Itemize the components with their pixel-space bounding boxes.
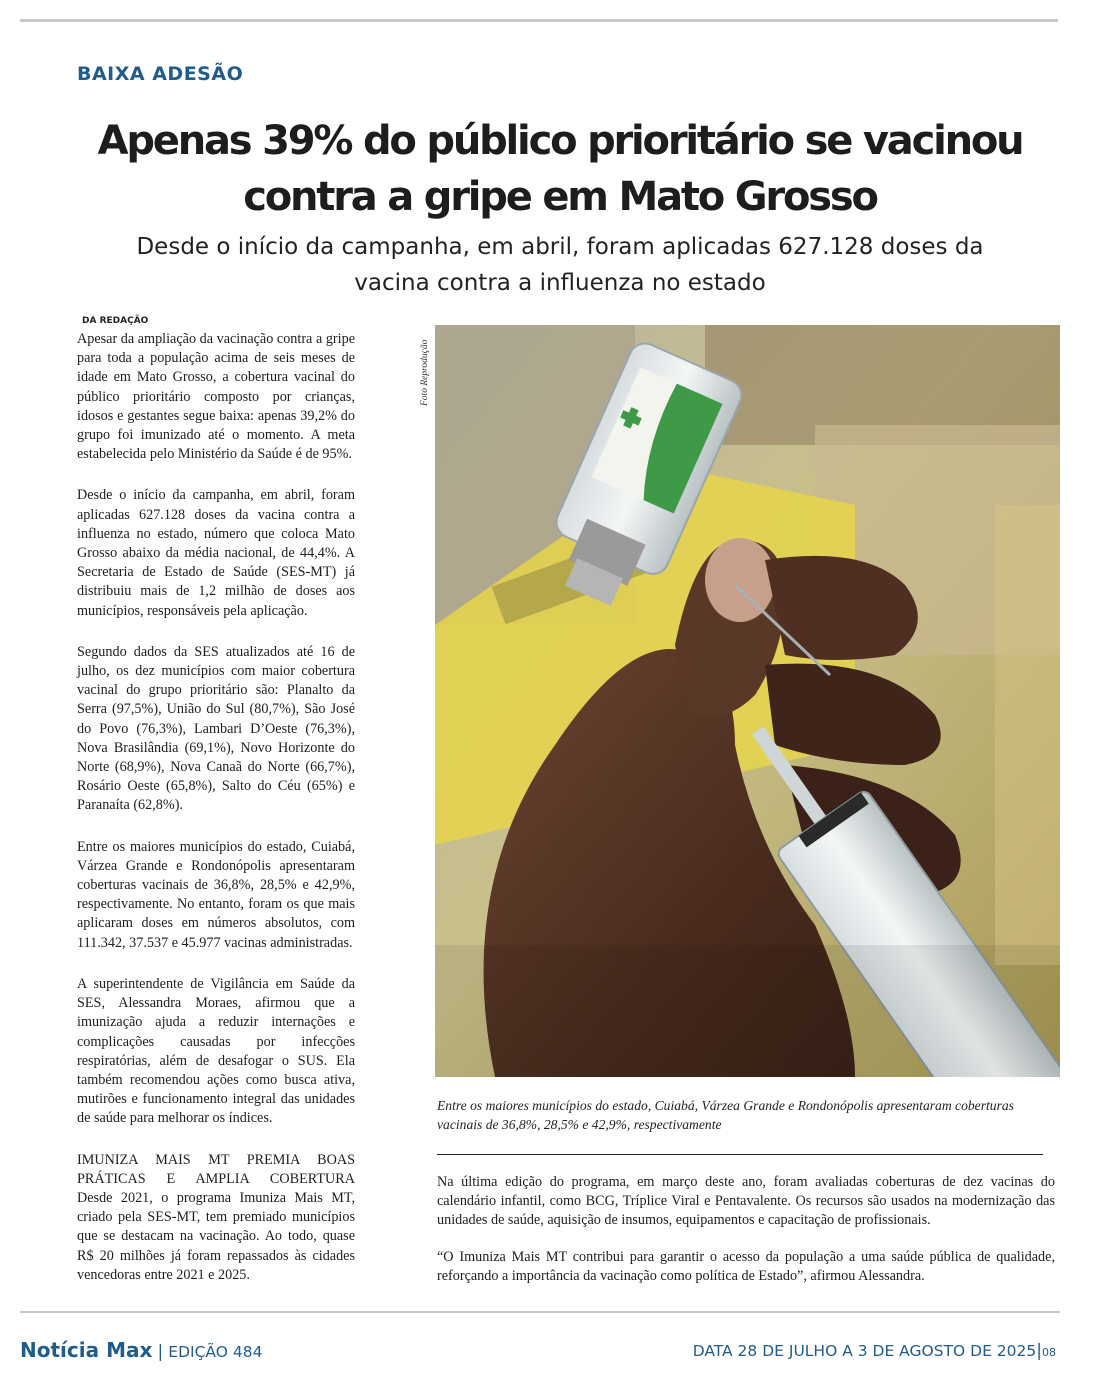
paragraph: A superintendente de Vigilância em Saúde da SES, Alessandra Moraes, afirmou que a imunização ajuda a reduzir internações e complicações causadas por infecções respiratórias, além de desafogar o SUS. Ela também recomendou ações como busca ativa, mutirões e funcionamento integral das unidades de saúde para melhorar os índices. <box>77 975 355 1127</box>
paragraph: Desde o início da campanha, em abril, foram aplicadas 627.128 doses da vacina contra a influenza no estado, número que coloca Mato Grosso abaixo da média nacional, de 44,4%. A Secretaria de Estado de Saúde (SES-MT) já distribuiu mais de 1,2 milhão de doses aos municípios, responsáveis pela aplicação. <box>77 487 355 619</box>
subhead-line: IMUNIZA MAIS MT PREMIA BOAS <box>77 1151 355 1168</box>
photo-credit-text: Foto Reprodução <box>420 339 430 406</box>
subhead-paragraph: Desde 2021, o programa Imuniza Mais MT, criado pela SES-MT, tem premiado municípios que se destacam na vacinação. Ao todo, quase R$ 20 milhões já foram repassados às cidades vencedoras entre 2021 e 2025. <box>77 1189 355 1283</box>
paragraph: Na última edição do programa, em março deste ano, foram avaliadas coberturas de dez vacinas do calendário infantil, como BCG, Tríplice Viral e Pentavalente. Os recursos são usados na modernização das unidades de saúde, aquisição de insumos, equipamentos e capacitação de profissionais. <box>437 1174 1055 1229</box>
page-number: 08 <box>1042 1346 1056 1359</box>
edition-date: DATA 28 DE JULHO A 3 DE AGOSTO DE 2025 <box>692 1342 1037 1360</box>
paragraph: Apesar da ampliação da vacinação contra a gripe para toda a população acima de seis meses de idade em Mato Grosso, a cobertura vacinal do público prioritário composto por crianças, idosos e gestantes segue baixa: apenas 39,2% do grupo foi imunizado até o momento. A meta estabelecida pelo Ministério da Saúde é de 95%. <box>77 331 355 463</box>
publication-name: Notícia Max <box>20 1338 153 1362</box>
photo-caption: Entre os maiores municípios do estado, Cuiabá, Várzea Grande e Rondonópolis apresentaram coberturas vacinais de 36,8%, 28,5% e 42,9%, respectivamente <box>437 1098 1014 1132</box>
top-rule <box>20 19 1058 22</box>
bottom-rule <box>20 1311 1060 1313</box>
byline: DA REDAÇÃO <box>82 316 149 326</box>
footer-date <box>693 1341 1056 1361</box>
edition-number: EDIÇÃO 484 <box>168 1343 263 1361</box>
footer-publication <box>20 1338 262 1362</box>
subtitle: Desde o início da campanha, em abril, foram aplicadas 627.128 doses da vacina contra a influenza no estado <box>136 234 984 296</box>
paragraph: Segundo dados da SES atualizados até 16 de julho, os dez municípios com maior cobertura vacinal do grupo prioritário são: Planalto da Serra (97,5%), União do Sul (80,7%), São José do Povo (76,3%), Lambari D’Oeste (76,3%), Nova Brasilândia (69,1%), Novo Horizonte do Norte (68,9%), Nova Canaã do Norte (66,7%), Rosário Oeste (65,8%), Salto do Céu (65%) e Paranaíta (62,8%). <box>77 643 355 814</box>
left-column <box>77 330 355 1285</box>
right-column-text <box>437 1173 1055 1303</box>
section-label: BAIXA ADESÃO <box>77 63 244 85</box>
vaccine-photo <box>435 325 1060 1077</box>
vaccine-photo-illustration <box>435 325 1060 1077</box>
subhead-line: PRÁTICAS E AMPLIA COBERTURA <box>77 1170 355 1187</box>
paragraph: Entre os maiores municípios do estado, Cuiabá, Várzea Grande e Rondonópolis apresentaram coberturas vacinais de 36,8%, 28,5% e 42,9%, respectivamente. No entanto, foram os que mais aplicaram doses em números absolutos, com 111.342, 37.537 e 45.977 vacinas administradas. <box>77 838 355 951</box>
subhead-block <box>77 1151 355 1285</box>
caption-divider <box>437 1154 1043 1155</box>
headline: Apenas 39% do público prioritário se vacinou contra a gripe em Mato Grosso <box>97 118 1023 220</box>
footer-separator: | <box>1036 1341 1042 1361</box>
footer-separator: | <box>157 1342 164 1362</box>
paragraph: “O Imuniza Mais MT contribui para garantir o acesso da população a uma saúde pública de qualidade, reforçando a importância da vacinação como política de Estado”, afirmou Alessandra. <box>437 1248 1055 1284</box>
photo-credit <box>420 328 434 408</box>
